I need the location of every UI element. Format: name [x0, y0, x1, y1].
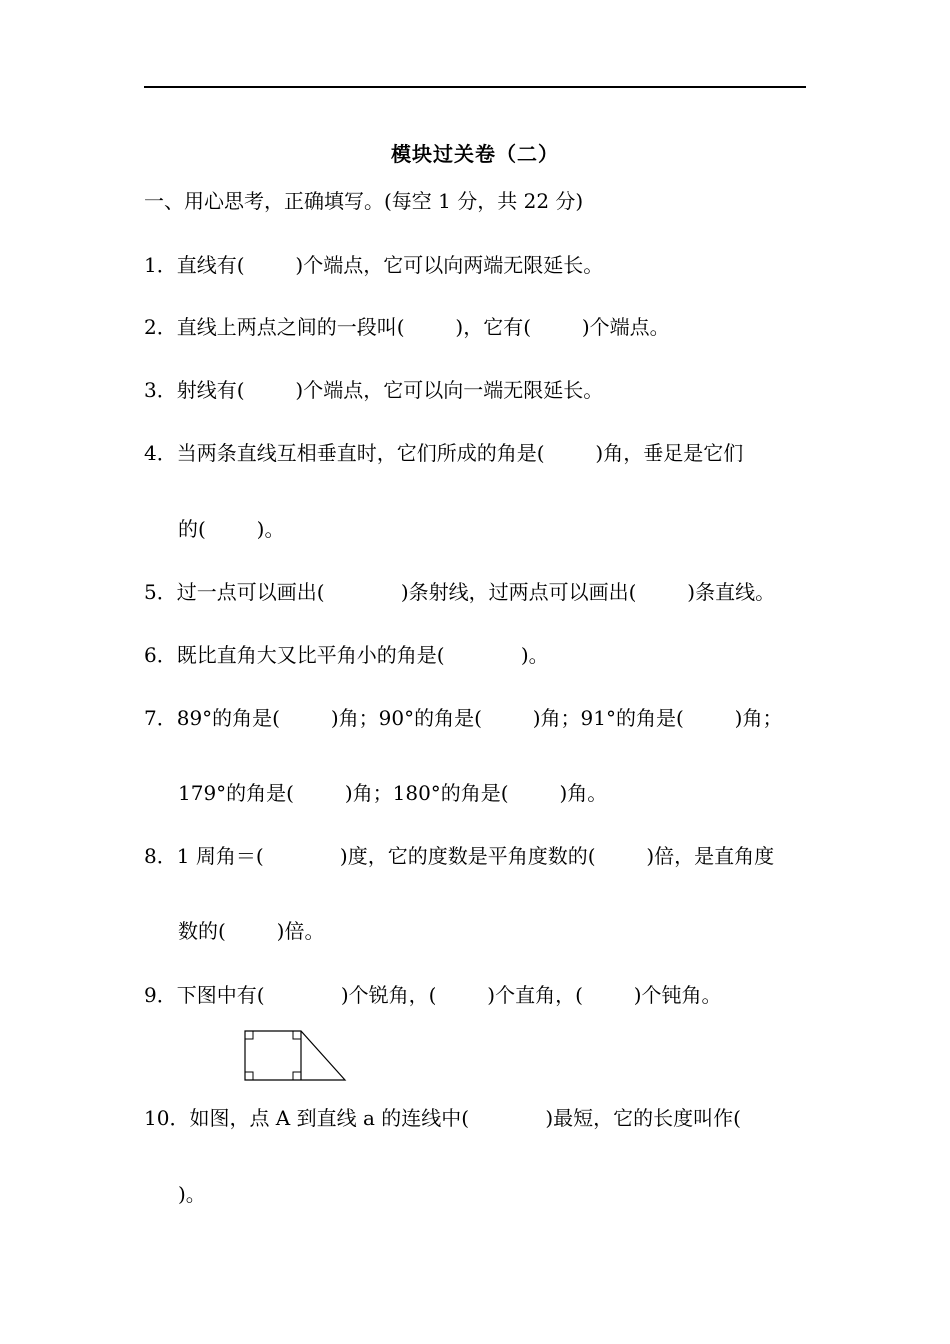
question-4-continuation: 的( )。 — [178, 517, 285, 541]
question-10-continuation: )。 — [178, 1182, 206, 1206]
trapezoid-outline — [245, 1031, 345, 1080]
section-heading: 一、用心思考，正确填写。(每空 1 分，共 22 分) — [144, 189, 584, 213]
question-number: 6． — [144, 643, 177, 667]
question-text: 1 周角＝( )度，它的度数是平角度数的( )倍，是直角度 — [176, 844, 775, 868]
question-number: 7． — [144, 706, 177, 730]
question-text: 直线上两点之间的一段叫( )，它有( )个端点。 — [176, 315, 670, 339]
question-text: 下图中有( )个锐角，( )个直角，( )个钝角。 — [176, 983, 722, 1007]
question-number: 8． — [144, 844, 177, 868]
trapezoid-figure — [240, 1028, 350, 1084]
question-6 — [144, 642, 549, 668]
question-7-continuation: 179°的角是( )角；180°的角是( )角。 — [178, 781, 608, 805]
right-angle-mark — [245, 1031, 253, 1039]
question-1 — [144, 252, 603, 278]
question-number: 9． — [144, 983, 177, 1007]
question-10 — [144, 1105, 741, 1131]
right-angle-mark — [293, 1031, 301, 1039]
question-number: 10． — [144, 1106, 190, 1130]
question-3 — [144, 377, 603, 403]
question-9 — [144, 982, 722, 1008]
question-7 — [144, 705, 782, 731]
right-angle-mark — [245, 1072, 253, 1080]
question-8 — [144, 843, 774, 869]
question-2 — [144, 314, 670, 340]
header-rule — [144, 86, 806, 88]
question-text: 89°的角是( )角；90°的角是( )角；91°的角是( )角； — [176, 706, 783, 730]
question-4 — [144, 440, 743, 466]
question-text: 射线有( )个端点，它可以向一端无限延长。 — [176, 378, 604, 402]
question-8-continuation: 数的( )倍。 — [178, 919, 325, 943]
question-text: 直线有( )个端点，它可以向两端无限延长。 — [176, 253, 604, 277]
question-number: 3． — [144, 378, 177, 402]
question-text: 如图，点 A 到直线 a 的连线中( )最短，它的长度叫作( — [189, 1106, 741, 1130]
question-text: 既比直角大又比平角小的角是( )。 — [176, 643, 549, 667]
question-number: 2． — [144, 315, 177, 339]
question-number: 1． — [144, 253, 177, 277]
question-number: 4． — [144, 441, 177, 465]
question-text: 当两条直线互相垂直时，它们所成的角是( )角，垂足是它们 — [176, 441, 744, 465]
question-text: 过一点可以画出( )条射线，过两点可以画出( )条直线。 — [176, 580, 776, 604]
question-5 — [144, 579, 775, 605]
page-title: 模块过关卷（二） — [391, 142, 559, 166]
question-number: 5． — [144, 580, 177, 604]
right-angle-mark — [293, 1072, 301, 1080]
